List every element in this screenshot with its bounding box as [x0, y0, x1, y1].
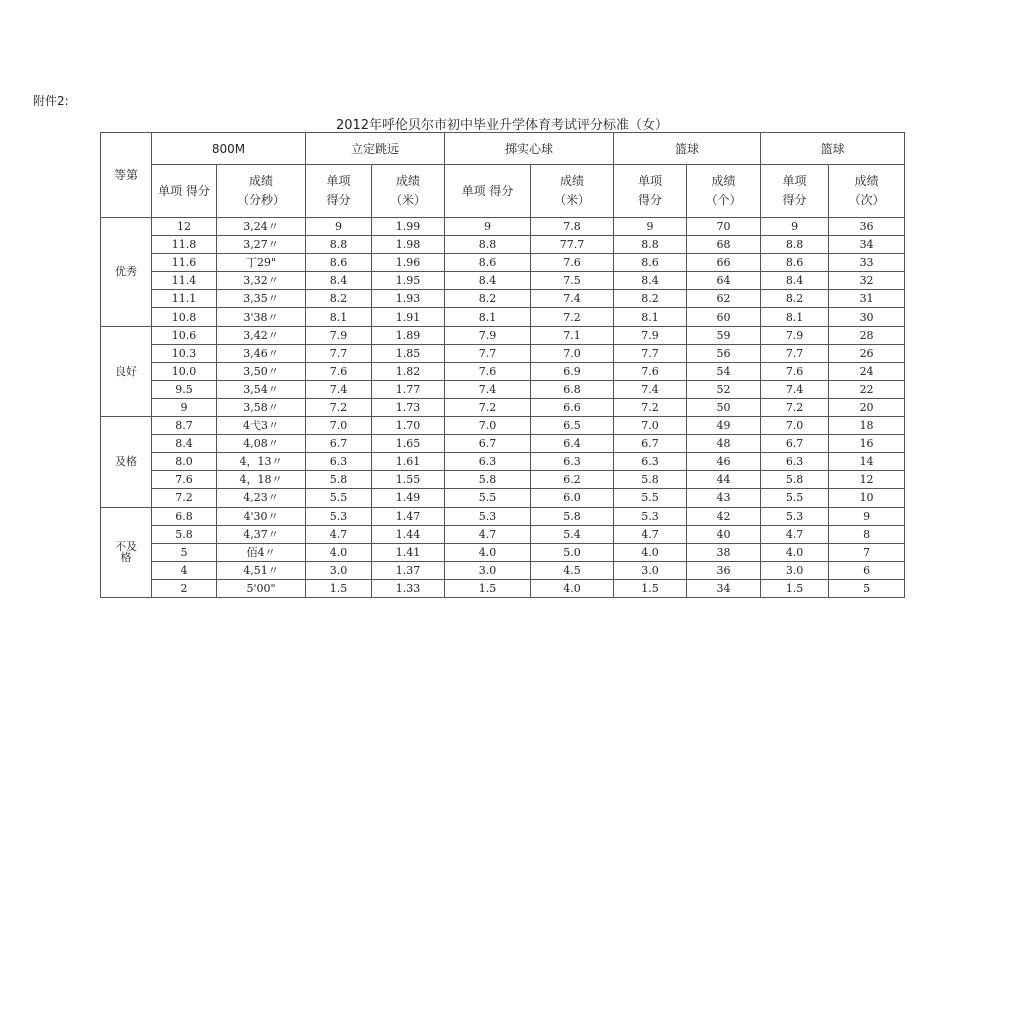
table-cell: 8.4 [445, 272, 531, 290]
table-cell: 4.7 [306, 525, 372, 543]
table-cell: 11.6 [152, 254, 217, 272]
table-row [101, 489, 905, 507]
table-cell: 7.8 [531, 218, 614, 236]
table-cell: 3.0 [614, 561, 687, 579]
table-cell: 8.8 [761, 236, 829, 254]
table-cell: 4,08〃 [217, 435, 306, 453]
table-cell: 2 [152, 579, 217, 597]
table-cell: 36 [829, 218, 905, 236]
table-cell: 8.6 [761, 254, 829, 272]
table-cell: 10 [829, 489, 905, 507]
table-cell: 49 [687, 417, 761, 435]
table-cell: 7.2 [306, 398, 372, 416]
table-cell: 9 [445, 218, 531, 236]
table-cell: 4.7 [614, 525, 687, 543]
table-cell: 6.2 [531, 471, 614, 489]
table-cell: 66 [687, 254, 761, 272]
table-cell: 3,27〃 [217, 236, 306, 254]
table-cell: 26 [829, 344, 905, 362]
table-cell: 4.0 [531, 579, 614, 597]
table-cell: 4'30〃 [217, 507, 306, 525]
table-cell: 4.0 [306, 543, 372, 561]
header-row-groups [101, 133, 905, 165]
table-cell: 11.8 [152, 236, 217, 254]
table-cell: 10.8 [152, 308, 217, 326]
table-cell: 52 [687, 380, 761, 398]
table-cell: 7.6 [614, 362, 687, 380]
table-cell: 44 [687, 471, 761, 489]
table-cell: 4.7 [761, 525, 829, 543]
table-cell: 1.49 [372, 489, 445, 507]
table-cell: 4，13〃 [217, 453, 306, 471]
table-cell: 1.41 [372, 543, 445, 561]
table-cell: 16 [829, 435, 905, 453]
table-cell: 46 [687, 453, 761, 471]
table-cell: 11.4 [152, 272, 217, 290]
table-cell: 7.6 [761, 362, 829, 380]
table-row [101, 272, 905, 290]
table-cell: 10.3 [152, 344, 217, 362]
table-cell: 7.0 [614, 417, 687, 435]
table-cell: 8.4 [761, 272, 829, 290]
table-cell: 5.5 [614, 489, 687, 507]
table-cell: 54 [687, 362, 761, 380]
table-cell: 3.0 [306, 561, 372, 579]
table-cell: 60 [687, 308, 761, 326]
table-row [101, 561, 905, 579]
table-cell: 7.9 [761, 326, 829, 344]
subheader-score: 单项 得分 [152, 165, 217, 218]
table-cell: 6.7 [445, 435, 531, 453]
table-cell: 48 [687, 435, 761, 453]
table-row [101, 543, 905, 561]
table-cell: 7.4 [445, 380, 531, 398]
table-cell: 7.4 [614, 380, 687, 398]
attachment-label: 附件2: [33, 94, 69, 108]
table-row [101, 471, 905, 489]
table-cell: 6.6 [531, 398, 614, 416]
table-cell: 1.73 [372, 398, 445, 416]
table-cell: 6.3 [445, 453, 531, 471]
table-cell: 3,32〃 [217, 272, 306, 290]
table-cell: 5'00" [217, 579, 306, 597]
table-cell: 4.7 [445, 525, 531, 543]
table-cell: 8.1 [306, 308, 372, 326]
table-cell: 62 [687, 290, 761, 308]
table-cell: 5.5 [761, 489, 829, 507]
table-cell: 5 [152, 543, 217, 561]
table-cell: 6.9 [531, 362, 614, 380]
header-group-shot-put: 掷实心球 [445, 133, 614, 165]
table-cell: 4弋3〃 [217, 417, 306, 435]
table-cell: 4,37〃 [217, 525, 306, 543]
table-cell: 9 [152, 398, 217, 416]
table-cell: 6.3 [614, 453, 687, 471]
table-cell: 5.3 [614, 507, 687, 525]
table-row [101, 525, 905, 543]
table-cell: 18 [829, 417, 905, 435]
header-group-800m: 800M [152, 133, 306, 165]
table-cell: 34 [687, 579, 761, 597]
table-cell: 4.0 [614, 543, 687, 561]
table-cell: 38 [687, 543, 761, 561]
header-group-basketball-2: 篮球 [761, 133, 905, 165]
table-cell: 77.7 [531, 236, 614, 254]
table-cell: 1.33 [372, 579, 445, 597]
table-cell: 6.5 [531, 417, 614, 435]
table-cell: 1.91 [372, 308, 445, 326]
table-cell: 佰4〃 [217, 543, 306, 561]
table-cell: 7 [829, 543, 905, 561]
table-cell: 30 [829, 308, 905, 326]
table-cell: 7.7 [445, 344, 531, 362]
table-cell: 3,24〃 [217, 218, 306, 236]
subheader-score: 单项 得分 [614, 165, 687, 218]
table-cell: 3,50〃 [217, 362, 306, 380]
table-cell: 4,51〃 [217, 561, 306, 579]
table-cell: 22 [829, 380, 905, 398]
table-cell: 7.5 [531, 272, 614, 290]
table-row [101, 344, 905, 362]
table-cell: 7.2 [445, 398, 531, 416]
table-cell: 1.70 [372, 417, 445, 435]
table-cell: 丁29" [217, 254, 306, 272]
table-cell: 8.6 [445, 254, 531, 272]
table-cell: 68 [687, 236, 761, 254]
table-cell: 5.3 [306, 507, 372, 525]
table-cell: 4,23〃 [217, 489, 306, 507]
grade-label: 不及 格 [101, 507, 152, 597]
table-cell: 3,58〃 [217, 398, 306, 416]
table-cell: 1.44 [372, 525, 445, 543]
table-cell: 7.9 [306, 326, 372, 344]
table-cell: 4.0 [445, 543, 531, 561]
table-cell: 33 [829, 254, 905, 272]
table-cell: 10.0 [152, 362, 217, 380]
table-cell: 1.77 [372, 380, 445, 398]
table-cell: 7.2 [531, 308, 614, 326]
subheader-result: 成绩 （米） [531, 165, 614, 218]
header-row-sub [101, 165, 905, 218]
table-cell: 8.6 [614, 254, 687, 272]
table-cell: 5.3 [761, 507, 829, 525]
table-cell: 9.5 [152, 380, 217, 398]
subheader-result: 成绩 （分秒） [217, 165, 306, 218]
table-cell: 3'38〃 [217, 308, 306, 326]
table-cell: 6.8 [531, 380, 614, 398]
table-cell: 8.4 [152, 435, 217, 453]
table-cell: 3,35〃 [217, 290, 306, 308]
table-cell: 6.7 [761, 435, 829, 453]
table-cell: 1.93 [372, 290, 445, 308]
table-cell: 7.6 [152, 471, 217, 489]
table-cell: 6.3 [306, 453, 372, 471]
table-cell: 8.1 [445, 308, 531, 326]
grade-label: 及格 [101, 417, 152, 507]
table-row [101, 254, 905, 272]
table-cell: 5.8 [445, 471, 531, 489]
table-cell: 5 [829, 579, 905, 597]
table-cell: 1.89 [372, 326, 445, 344]
table-row [101, 218, 905, 236]
table-row [101, 579, 905, 597]
table-row [101, 507, 905, 525]
subheader-result: 成绩 （次） [829, 165, 905, 218]
table-cell: 3,54〃 [217, 380, 306, 398]
table-cell: 7.0 [306, 417, 372, 435]
table-cell: 1.61 [372, 453, 445, 471]
table-cell: 12 [829, 471, 905, 489]
table-cell: 7.7 [614, 344, 687, 362]
table-cell: 7.0 [761, 417, 829, 435]
table-cell: 1.55 [372, 471, 445, 489]
table-cell: 8.6 [306, 254, 372, 272]
table-cell: 5.0 [531, 543, 614, 561]
table-cell: 3,42〃 [217, 326, 306, 344]
table-cell: 8.2 [445, 290, 531, 308]
table-cell: 5.8 [531, 507, 614, 525]
table-cell: 3.0 [761, 561, 829, 579]
header-group-basketball: 篮球 [614, 133, 761, 165]
table-cell: 1.37 [372, 561, 445, 579]
table-cell: 7.2 [614, 398, 687, 416]
table-row [101, 290, 905, 308]
table-cell: 8.1 [614, 308, 687, 326]
table-body [101, 133, 905, 598]
table-cell: 1.99 [372, 218, 445, 236]
table-row [101, 435, 905, 453]
table-cell: 8.2 [306, 290, 372, 308]
table-cell: 43 [687, 489, 761, 507]
table-cell: 8.8 [614, 236, 687, 254]
table-cell: 9 [761, 218, 829, 236]
table-cell: 7.2 [761, 398, 829, 416]
table-cell: 1.5 [445, 579, 531, 597]
table-cell: 36 [687, 561, 761, 579]
table-cell: 32 [829, 272, 905, 290]
table-cell: 8.8 [306, 236, 372, 254]
table-row [101, 453, 905, 471]
table-cell: 4，18〃 [217, 471, 306, 489]
table-cell: 7.4 [531, 290, 614, 308]
table-cell: 5.3 [445, 507, 531, 525]
table-cell: 8.4 [614, 272, 687, 290]
grade-label: 优秀 [101, 218, 152, 327]
table-cell: 24 [829, 362, 905, 380]
table-cell: 7.0 [445, 417, 531, 435]
table-cell: 8.4 [306, 272, 372, 290]
table-cell: 1.82 [372, 362, 445, 380]
table-cell: 5.8 [614, 471, 687, 489]
table-cell: 6.4 [531, 435, 614, 453]
header-grade: 等第 [101, 133, 152, 218]
table-cell: 1.47 [372, 507, 445, 525]
table-row [101, 236, 905, 254]
table-cell: 1.5 [761, 579, 829, 597]
table-cell: 4 [152, 561, 217, 579]
table-cell: 8 [829, 525, 905, 543]
table-cell: 5.8 [152, 525, 217, 543]
table-cell: 5.8 [761, 471, 829, 489]
table-cell: 4.5 [531, 561, 614, 579]
subheader-score: 单项 得分 [761, 165, 829, 218]
table-cell: 7.6 [531, 254, 614, 272]
table-cell: 8.7 [152, 417, 217, 435]
table-cell: 11.1 [152, 290, 217, 308]
table-cell: 42 [687, 507, 761, 525]
table-cell: 5.4 [531, 525, 614, 543]
grade-label: 良好 [101, 326, 152, 416]
table-cell: 1.98 [372, 236, 445, 254]
subheader-score: 单项 得分 [306, 165, 372, 218]
table-cell: 34 [829, 236, 905, 254]
table-row [101, 398, 905, 416]
table-cell: 1.5 [306, 579, 372, 597]
table-cell: 7.9 [614, 326, 687, 344]
table-cell: 7.2 [152, 489, 217, 507]
table-cell: 14 [829, 453, 905, 471]
table-cell: 5.8 [306, 471, 372, 489]
document-title: 2012年呼伦贝尔市初中毕业升学体育考试评分标准（女） [335, 118, 669, 133]
table-cell: 64 [687, 272, 761, 290]
table-cell: 3,46〃 [217, 344, 306, 362]
table-cell: 70 [687, 218, 761, 236]
table-cell: 7.9 [445, 326, 531, 344]
table-cell: 7.4 [761, 380, 829, 398]
table-cell: 56 [687, 344, 761, 362]
table-cell: 1.85 [372, 344, 445, 362]
table-cell: 7.6 [306, 362, 372, 380]
table-cell: 8.0 [152, 453, 217, 471]
subheader-score: 单项 得分 [445, 165, 531, 218]
table-cell: 6.7 [614, 435, 687, 453]
table-cell: 6.0 [531, 489, 614, 507]
scoring-table [100, 132, 905, 598]
table-cell: 6.3 [761, 453, 829, 471]
table-cell: 31 [829, 290, 905, 308]
subheader-result: 成绩 （米） [372, 165, 445, 218]
table-cell: 7.7 [306, 344, 372, 362]
table-cell: 50 [687, 398, 761, 416]
table-row [101, 326, 905, 344]
table-cell: 8.1 [761, 308, 829, 326]
table-cell: 5.5 [306, 489, 372, 507]
table-cell: 10.6 [152, 326, 217, 344]
table-cell: 1.95 [372, 272, 445, 290]
table-row [101, 380, 905, 398]
table-cell: 6.7 [306, 435, 372, 453]
table-cell: 9 [306, 218, 372, 236]
table-cell: 4.0 [761, 543, 829, 561]
table-row [101, 308, 905, 326]
subheader-result: 成绩 （个） [687, 165, 761, 218]
table-cell: 8.2 [761, 290, 829, 308]
table-cell: 8.2 [614, 290, 687, 308]
table-cell: 3.0 [445, 561, 531, 579]
table-cell: 5.5 [445, 489, 531, 507]
table-cell: 7.1 [531, 326, 614, 344]
table-cell: 6.8 [152, 507, 217, 525]
table-cell: 40 [687, 525, 761, 543]
table-cell: 6.3 [531, 453, 614, 471]
table-cell: 20 [829, 398, 905, 416]
table-cell: 7.6 [445, 362, 531, 380]
table-cell: 7.7 [761, 344, 829, 362]
table-row [101, 417, 905, 435]
table-cell: 9 [829, 507, 905, 525]
table-cell: 6 [829, 561, 905, 579]
table-cell: 12 [152, 218, 217, 236]
table-cell: 9 [614, 218, 687, 236]
table-cell: 1.65 [372, 435, 445, 453]
table-cell: 1.96 [372, 254, 445, 272]
table-cell: 7.0 [531, 344, 614, 362]
table-cell: 1.5 [614, 579, 687, 597]
table-cell: 8.8 [445, 236, 531, 254]
header-group-long-jump: 立定跳远 [306, 133, 445, 165]
table-cell: 59 [687, 326, 761, 344]
table-row [101, 362, 905, 380]
table-cell: 28 [829, 326, 905, 344]
table-cell: 7.4 [306, 380, 372, 398]
